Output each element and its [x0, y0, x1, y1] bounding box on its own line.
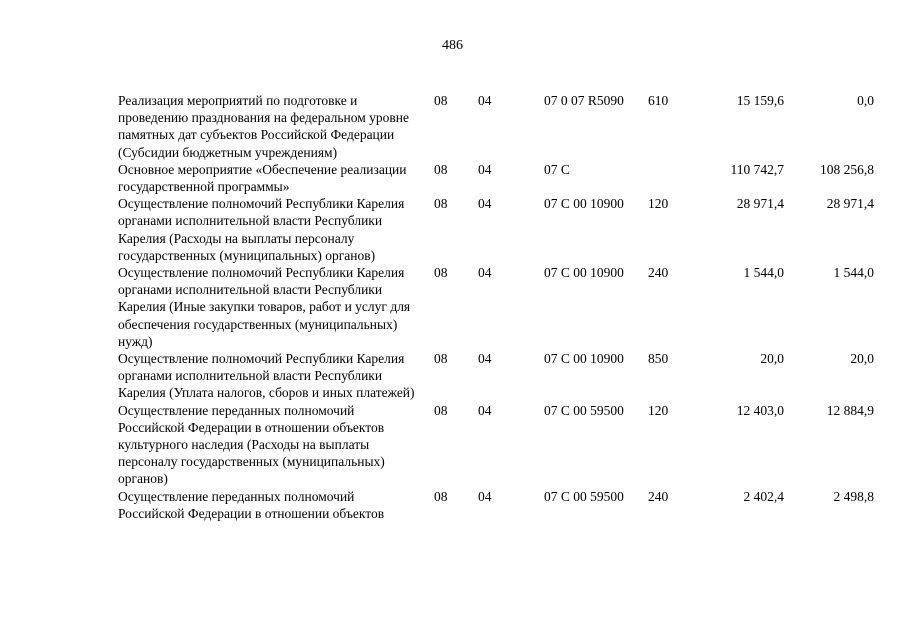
row-section-code: 08	[434, 488, 448, 504]
row-subsection-code: 04	[478, 402, 492, 418]
row-subsection-code: 04	[478, 93, 492, 108]
row-section-code: 08	[434, 351, 448, 367]
row-amount-first: 110 742,7	[730, 161, 784, 177]
row-description: Основное мероприятие «Обеспечение реализации государственной программы»	[118, 161, 407, 195]
row-target-code: 07 С 00 59500	[544, 488, 624, 504]
row-expense-type-code: 120	[648, 402, 669, 418]
page-number: 486	[442, 38, 463, 53]
row-section-code: 08	[434, 265, 448, 281]
row-description: Осуществление полномочий Республики Карелия органами исполнительной власти Республики Карелия (Расходы на выплаты персоналу государственных (муниципальных) органов)	[118, 196, 405, 263]
row-subsection-code: 04	[478, 265, 492, 281]
row-target-code: 07 С 00 59500	[544, 402, 624, 418]
table-row	[118, 92, 878, 161]
table-row	[118, 402, 878, 488]
row-amount-second: 108 256,8	[820, 161, 874, 177]
table-row	[118, 488, 878, 522]
row-description: Осуществление полномочий Республики Карелия органами исполнительной власти Республики Карелия (Иные закупки товаров, работ и услуг для обеспечения государственных (муниципальных) нужд)	[118, 265, 411, 349]
row-amount-second: 1 544,0	[833, 265, 874, 281]
table-row	[118, 195, 878, 264]
row-section-code: 08	[434, 93, 448, 108]
budget-table	[118, 92, 878, 522]
row-target-code: 07 С 00 10900	[544, 196, 624, 212]
row-target-code: 07 0 07 R5090	[544, 93, 624, 108]
row-description: Осуществление переданных полномочий Российской Федерации в отношении объектов	[118, 488, 385, 521]
row-amount-second: 12 884,9	[826, 402, 874, 418]
row-subsection-code: 04	[478, 488, 492, 504]
row-expense-type-code: 240	[648, 488, 669, 504]
table-row	[118, 161, 878, 195]
row-expense-type-code: 120	[648, 196, 669, 212]
row-amount-second: 20,0	[850, 351, 874, 367]
row-subsection-code: 04	[478, 196, 492, 212]
table-row	[118, 350, 878, 402]
row-expense-type-code: 240	[648, 265, 669, 281]
row-section-code: 08	[434, 161, 448, 177]
row-amount-first: 15 159,6	[736, 93, 784, 108]
row-target-code: 07 С 00 10900	[544, 351, 624, 367]
row-section-code: 08	[434, 402, 448, 418]
row-amount-second: 2 498,8	[833, 488, 874, 504]
row-target-code: 07 С	[544, 161, 570, 177]
row-description: Реализация мероприятий по подготовке и проведению празднования на федеральном уровне памятных дат субъектов Российской Федерации (Субсидии бюджетным учреждениям)	[118, 93, 409, 160]
row-expense-type-code: 610	[648, 93, 669, 108]
row-amount-first: 12 403,0	[736, 402, 784, 418]
row-description: Осуществление переданных полномочий Российской Федерации в отношении объектов культурного наследия (Расходы на выплаты персоналу государственных (муниципальных) органов)	[118, 402, 385, 487]
row-amount-second: 0,0	[857, 93, 874, 108]
row-target-code: 07 С 00 10900	[544, 265, 624, 281]
row-description: Осуществление полномочий Республики Карелия органами исполнительной власти Республики Карелия (Уплата налогов, сборов и иных платежей)	[118, 351, 415, 401]
row-amount-first: 28 971,4	[736, 196, 784, 212]
row-expense-type-code: 850	[648, 351, 669, 367]
row-subsection-code: 04	[478, 161, 492, 177]
row-amount-first: 20,0	[760, 351, 784, 367]
row-amount-second: 28 971,4	[826, 196, 874, 212]
table-row	[118, 264, 878, 350]
row-amount-first: 2 402,4	[743, 488, 784, 504]
row-section-code: 08	[434, 196, 448, 212]
row-amount-first: 1 544,0	[743, 265, 784, 281]
row-subsection-code: 04	[478, 351, 492, 367]
